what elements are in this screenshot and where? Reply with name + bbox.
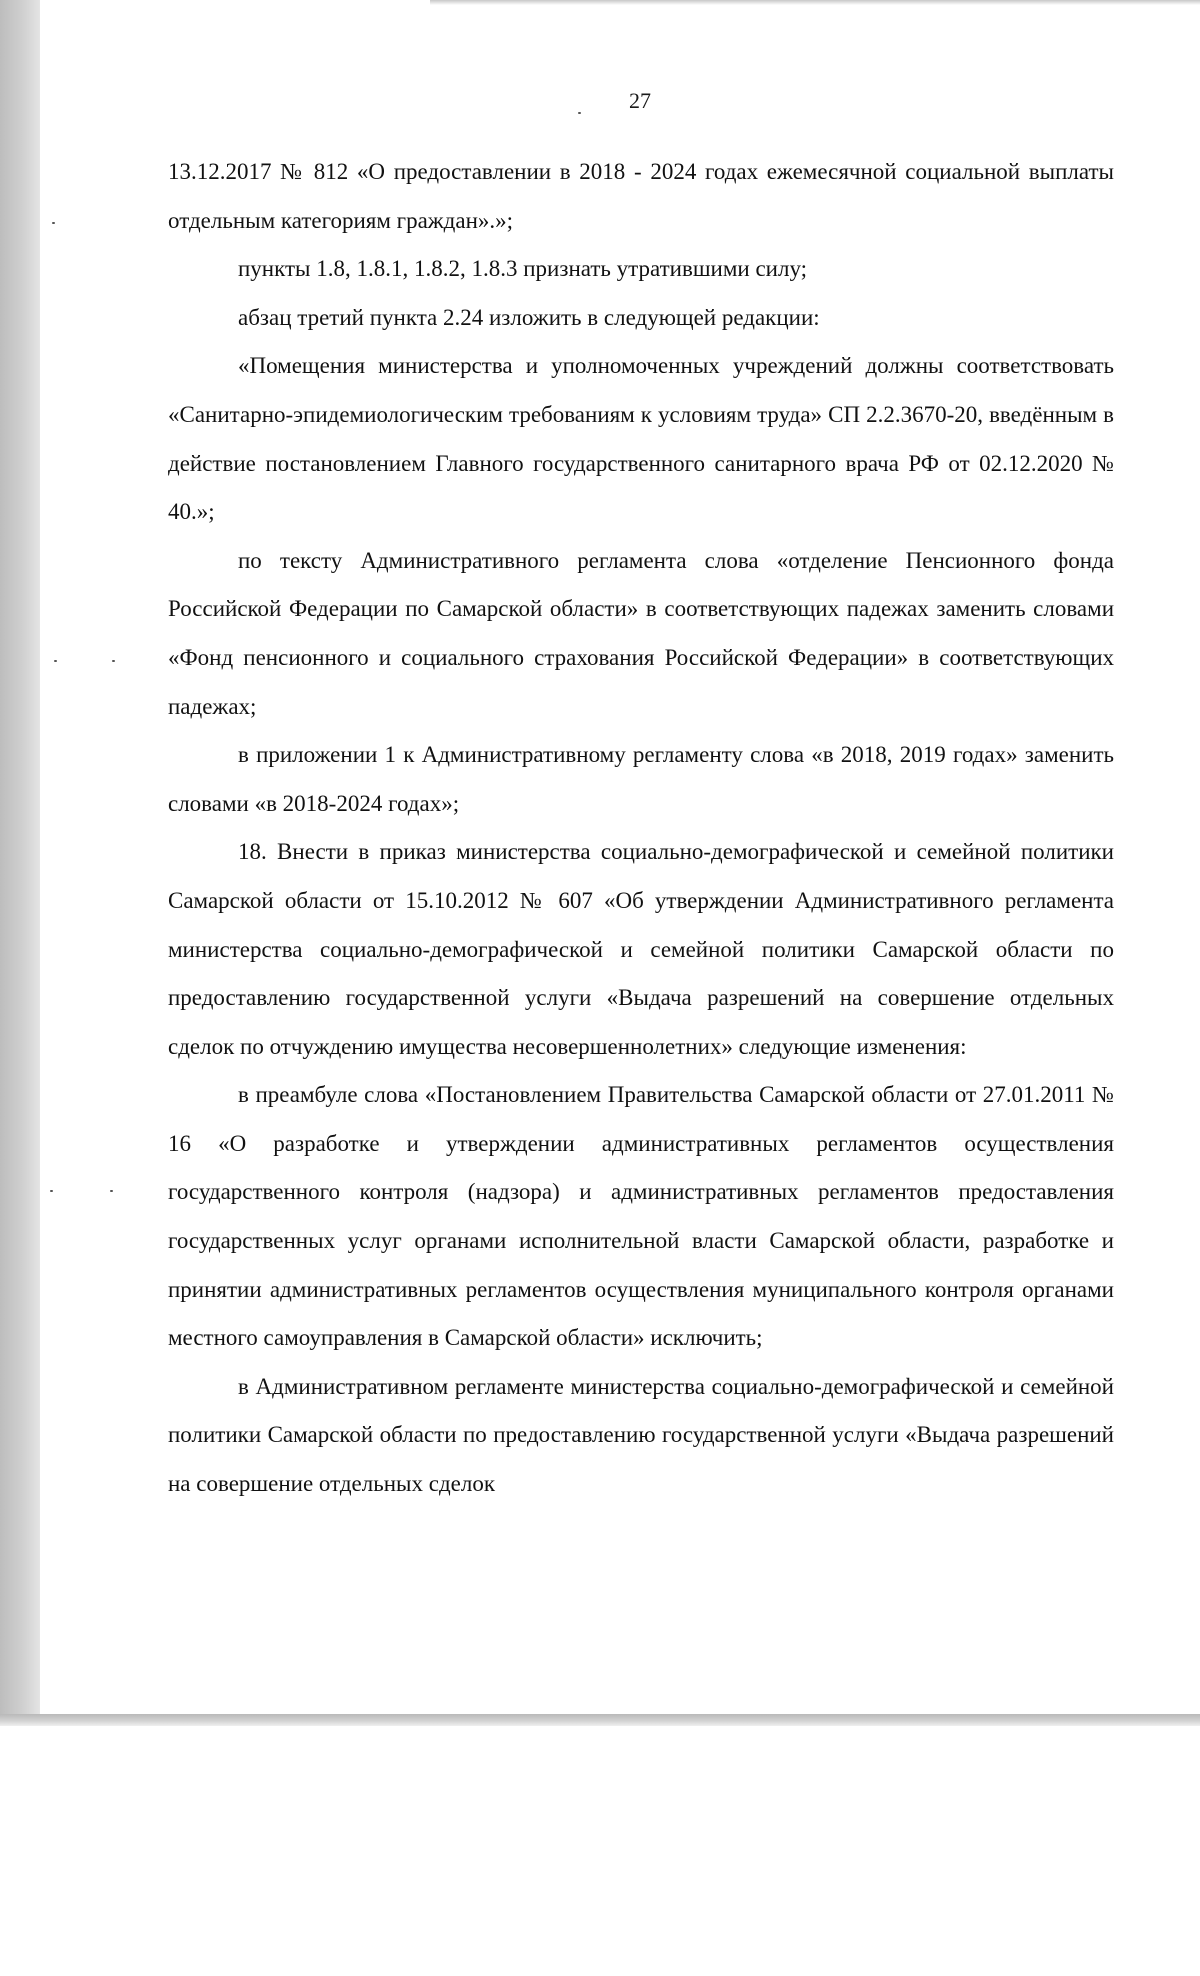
scan-bottom-shadow [0,1714,1200,1726]
paragraph: в приложении 1 к Административному регламенту слова «в 2018, 2019 годах» заменить словами «в 2018-2024 годах»; [168,742,1114,816]
scan-speck [112,660,115,662]
paragraph: пункты 1.8, 1.8.1, 1.8.2, 1.8.3 признать утратившими силу; [238,256,808,282]
scan-speck [50,1190,53,1192]
scan-left-shadow [0,0,40,1726]
paragraph: в преамбуле слова «Постановлением Правительства Самарской области от 27.01.2011 № 16 «О разработке и утверждении административных регламентов осуществления государственного контроля (надзора) и административных регламентов предоставления государственных услуг органами исполнительной власти Самарской области, разработке и принятии административных регламентов осуществления муниципального контроля органами местного самоуправления в Самарской области» исключить; [168,1082,1114,1351]
paragraph: в Административном регламенте министерства социально-демографической и семейной политики Самарской области по предоставлению государственной услуги «Выдача разрешений на совершение отдельных сделок [168,1373,1114,1497]
scan-speck [52,222,55,224]
paragraph: «Помещения министерства и уполномоченных учреждений должны соответствовать «Санитарно-эпидемиологическим требованиям к условиям труда» СП 2.2.3670-20, введённым в действие постановлением Главного государственного санитарного врача РФ от 02.12.2020 № 40.»; [168,353,1114,525]
scan-top-shadow [430,0,1200,5]
scan-speck [110,1190,113,1192]
paragraph-continuation: 13.12.2017 № 812 «О предоставлении в 2018 - 2024 годах ежемесячной социальной выплаты отдельным категориям граждан».»; [168,159,1114,233]
paragraph-item-18: 18. Внести в приказ министерства социально-демографической и семейной политики Самарской области от 15.10.2012 № 607 «Об утверждении Административного регламента министерства социально-демографической и семейной политики Самарской области по предоставлению государственной услуги «Выдача разрешений на совершение отдельных сделок по отчуждению имущества несовершеннолетних» следующие изменения: [168,839,1114,1059]
paragraph: абзац третий пункта 2.24 изложить в следующей редакции: [238,304,820,330]
document-body [168,148,1114,1509]
scan-speck [54,660,57,662]
paragraph: по тексту Административного регламента слова «отделение Пенсионного фонда Российской Федерации по Самарской области» в соответствующих падежах заменить словами «Фонд пенсионного и социального страхования Российской Федерации» в соответствующих падежах; [168,547,1114,719]
page-number: 27 [629,88,651,113]
